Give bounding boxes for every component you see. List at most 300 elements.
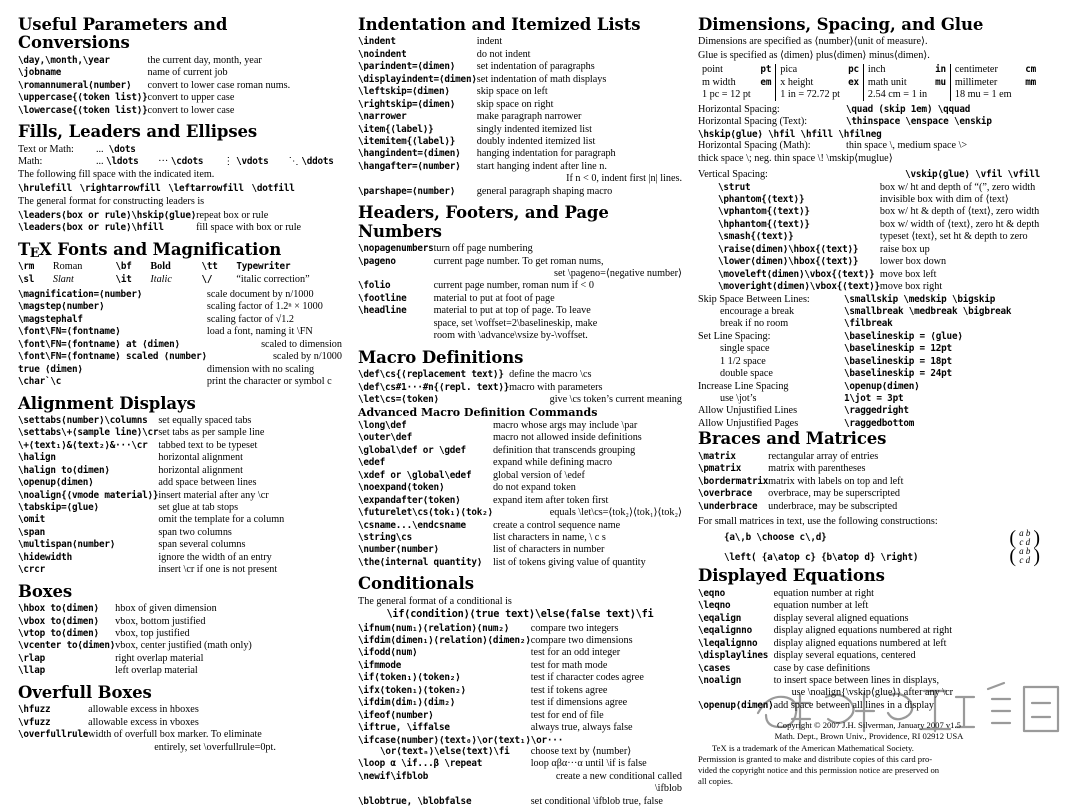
table-matrix-examples (698, 526, 1040, 567)
table-row (698, 700, 1040, 712)
table-row (18, 261, 342, 273)
unit-name: math unit (863, 77, 925, 89)
table-overfull-boxes (18, 704, 342, 754)
address-line: Math. Dept., Brown Univ., Providence, RI 02912 USA (774, 731, 964, 742)
command-desc: current page number. To get roman nums, (433, 255, 604, 267)
command-desc: span several columns (158, 539, 246, 551)
command-name: \romannumeral⟨number⟩ (18, 79, 132, 91)
table-row (698, 463, 1040, 475)
section-title-boxes: Boxes (18, 581, 73, 601)
skip-label: single space (720, 343, 770, 355)
command-name: \noindent (358, 48, 407, 60)
matrix-cell: b (1025, 546, 1031, 557)
command-name: true ⟨dimen⟩ (18, 363, 83, 375)
table-row (698, 650, 1040, 662)
command-desc: compare two dimensions (530, 635, 633, 647)
command-name: \edef (358, 457, 385, 469)
command-desc: box w/ ht and depth of “(”, zero width (879, 181, 1036, 193)
section-title-overfull-boxes: Overfull Boxes (18, 682, 152, 702)
command-name: \overbrace (698, 488, 752, 500)
table-row (358, 330, 682, 342)
skip-label: encourage a break (720, 305, 795, 317)
table-displayed-equations (698, 588, 1040, 712)
table-row (18, 717, 342, 729)
command-desc: insert material after any \cr (158, 489, 269, 501)
table-alignment (18, 415, 342, 577)
skip-label: Skip Space Between Lines: (698, 293, 810, 305)
command-desc: list characters in name, \ c s (492, 531, 606, 543)
table-row (18, 314, 342, 326)
table-font-styles (18, 261, 342, 286)
command-name: \eqalign (698, 612, 742, 624)
command-name: \outer\def (358, 432, 412, 444)
table-row (358, 635, 682, 647)
command-desc: display aligned equations numbered at left (773, 637, 947, 649)
table-row (698, 675, 1040, 687)
skip-label: Allow Unjustified Lines (698, 405, 798, 417)
command-name: \ifdim⟨dim₁⟩⟨dim₂⟩ (358, 697, 456, 709)
table-row (358, 685, 682, 697)
command-name: \narrower (358, 111, 407, 123)
vertical-spacing-label: Vertical Spacing: (698, 169, 768, 181)
table-row (698, 687, 1040, 699)
table-row (698, 529, 1040, 547)
command-name: \nopagenumbers (358, 243, 434, 255)
table-row (18, 490, 342, 502)
table-row (698, 77, 1040, 89)
table-skips (698, 294, 1040, 431)
table-row (18, 156, 342, 168)
command-desc: move box left (879, 268, 937, 280)
table-row (18, 514, 342, 526)
command-desc: choose text by ⟨number⟩ (530, 745, 632, 757)
table-row (698, 638, 1040, 650)
section-title-indentation: Indentation and Itemized Lists (358, 15, 641, 34)
table-row (698, 547, 1040, 565)
table-row (698, 64, 1040, 76)
command-name: \ifmmode (358, 659, 402, 671)
command-desc: test for math mode (530, 659, 608, 671)
command-name: \let\cs=⟨token⟩ (358, 393, 439, 405)
command-name: \global\def or \gdef (358, 444, 466, 456)
unit-name: centimeter (950, 64, 1016, 76)
table-row (698, 194, 1040, 206)
font-command: \it (115, 273, 132, 285)
permission-line: vided the copyright notice and this permission notice are preserved on (698, 764, 940, 775)
command-desc: set indentation of math displays (476, 73, 607, 85)
command-name: \underbrace (698, 500, 758, 512)
table-row (698, 169, 1040, 181)
conditionals-note: The general format of a conditional is (358, 595, 512, 607)
dimensions-note-1: Dimensions are specified as ⟨number⟩⟨unit of measure⟩. (698, 36, 928, 48)
command-name: \noalign (698, 674, 742, 686)
command-name: \settabs\+⟨sample line⟩\cr (18, 427, 159, 439)
command-desc: fill space with box or rule (196, 222, 302, 234)
copyright-footer (698, 720, 1040, 787)
command-name: \pmatrix (698, 463, 742, 475)
table-row (698, 129, 1040, 140)
command-name: \magstephalf (18, 313, 83, 325)
command-name: \item{⟨label⟩} (358, 123, 434, 135)
command-desc: set tabs as per sample line (158, 427, 265, 439)
table-row (18, 144, 342, 156)
unit-conversion: 2.54 cm = 1 in (863, 89, 950, 101)
table-row (18, 729, 342, 741)
table-row (358, 293, 682, 305)
command-name: \number⟨number⟩ (358, 544, 439, 556)
table-row (358, 482, 682, 494)
command-name: \eqno (698, 587, 725, 599)
dots-label: Text or Math: (18, 143, 74, 155)
skip-label: Increase Line Spacing (698, 380, 789, 392)
command-name: \iftrue, \iffalse (358, 722, 450, 734)
fill-command: \leftarrowfill (168, 182, 244, 194)
command-desc: equation number at right (773, 587, 874, 599)
command-desc: indent (476, 36, 503, 48)
table-row (698, 294, 1040, 306)
command-desc: box w/ width of ⟨text⟩, zero ht & depth (879, 218, 1040, 230)
table-row (358, 420, 682, 432)
command-desc: make paragraph narrower (476, 111, 582, 123)
command-desc: display several aligned equations (773, 612, 909, 624)
skip-label: Set Line Spacing: (698, 330, 771, 342)
command-desc: define the macro \cs (509, 369, 592, 381)
table-row (18, 210, 342, 222)
command-name: \ifodd⟨num⟩ (358, 647, 418, 659)
dots-command: \dots (108, 143, 136, 155)
command-desc: invisible box with dim of ⟨text⟩ (879, 194, 1009, 205)
table-row (18, 67, 342, 79)
command-name: \halign (18, 452, 56, 464)
dots-command: \vdots (236, 156, 269, 168)
command-desc: insert \cr if one is not present (158, 564, 278, 576)
command-name: \rightskip=⟨dimen⟩ (358, 98, 456, 110)
table-row (358, 771, 682, 796)
table-row (358, 369, 682, 381)
command-name: \ifeof⟨number⟩ (358, 709, 434, 721)
command-desc: equals \let\cs=⟨tok₂⟩⟨tok₁⟩⟨tok₂⟩ (549, 507, 682, 519)
font-sample: Italic (150, 273, 172, 285)
table-row (358, 148, 682, 160)
table-row (698, 153, 1040, 165)
command-name: \hbox to⟨dimen⟩ (18, 603, 99, 615)
command-name: \folio (358, 280, 391, 292)
table-row (18, 440, 342, 452)
table-row (698, 588, 1040, 600)
table-row (358, 161, 682, 173)
command-name: \indent (358, 36, 396, 48)
command-desc: scale document by n/1000 (206, 289, 314, 300)
matrix-cell: d (1025, 537, 1031, 548)
permission-line: Permission is granted to make and distribute copies of this card pro- (698, 753, 933, 764)
command-desc: scaled to dimension (261, 338, 342, 350)
command-name: \def\cs#1···#n{⟨repl. text⟩} (358, 381, 510, 393)
table-row (698, 343, 1040, 355)
command-name: \csname...\endcsname (358, 519, 466, 531)
section-title-fills-leaders: Fills, Leaders and Ellipses (18, 122, 258, 142)
table-row (18, 640, 342, 652)
command-name: \magstep⟨number⟩ (18, 301, 105, 313)
font-command: \/ (201, 273, 213, 285)
matrix-entries (1016, 529, 1033, 547)
table-row (358, 74, 682, 86)
table-row (698, 356, 1040, 368)
dots-command: \ddots (301, 156, 334, 168)
spacing-value: \quad (skip 1em) \qquad (846, 104, 971, 116)
table-row (358, 318, 682, 330)
fill-command: \hrulefill (18, 182, 72, 194)
command-name: \hphantom{⟨text⟩} (718, 218, 810, 230)
font-sample: Roman (52, 261, 83, 273)
unit-abbrev: ex (848, 76, 859, 88)
command-desc: set glue at tab stops (158, 502, 239, 514)
unit-name: x height (776, 77, 836, 89)
command-name: \ifdim⟨dimen₁⟩⟨relation⟩⟨dimen₂⟩ (358, 635, 531, 647)
table-row (698, 219, 1040, 231)
table-row (18, 665, 342, 677)
command-desc: create a new conditional called \ifblob (555, 770, 682, 795)
command-desc: add space between lines (158, 477, 257, 489)
table-row (358, 746, 682, 758)
trademark-line: TeX is a trademark of the American Mathematical Society. (712, 742, 914, 753)
table-row (698, 368, 1040, 380)
command-name: \blobtrue, \blobfalse (358, 795, 472, 807)
command-desc: set indentation of paragraphs (476, 61, 595, 73)
command-desc: macro with parameters (509, 381, 603, 393)
unit-name: pica (776, 64, 836, 76)
command-desc: test if tokens agree (530, 684, 608, 696)
command-desc: left overlap material (115, 665, 198, 677)
command-name: \openup⟨dimen⟩ (18, 477, 94, 489)
command-desc-continued: set \pageno=⟨negative number⟩ (554, 267, 682, 279)
section-title-braces-matrices: Braces and Matrices (698, 429, 887, 449)
table-row (698, 256, 1040, 268)
command-desc: material to put at top of page. To leave (433, 305, 591, 317)
section-title-dimensions-spacing: Dimensions, Spacing, and Glue (698, 15, 984, 34)
table-ellipses (18, 144, 342, 169)
table-row (698, 625, 1040, 637)
command-desc: matrix with parentheses (768, 463, 866, 475)
command-name: \futurelet\cs⟨tok₁⟩⟨tok₂⟩ (358, 507, 493, 519)
table-row (698, 451, 1040, 463)
table-row (698, 116, 1040, 128)
table-row (698, 476, 1040, 488)
command-name: \span (18, 526, 45, 538)
section-title-headers-footers: Headers, Footers, and Page Numbers (358, 203, 609, 241)
fills-note: The following fill space with the indicated item. (18, 169, 215, 181)
command-name: \footline (358, 292, 407, 304)
command-name: \char`\c (18, 376, 62, 388)
table-row (358, 268, 682, 280)
table-row (358, 394, 682, 406)
command-name: \lowercase{⟨token list⟩} (18, 104, 148, 116)
skip-label: double space (720, 368, 773, 380)
font-command: \tt (201, 261, 218, 273)
unit-conversion: 18 mu = 1 em (950, 89, 1040, 101)
command-desc: test for an odd integer (530, 647, 621, 659)
command-name: \displaylines (698, 650, 769, 662)
command-desc: underbrace, may be subscripted (768, 500, 898, 512)
table-row (18, 539, 342, 551)
fill-command: \rightarrowfill (79, 182, 161, 194)
table-boxes (18, 603, 342, 678)
command-desc-continued: room with \advance\vsize by-\voffset. (433, 330, 588, 342)
command-name: \pageno (358, 255, 396, 267)
table-row (18, 351, 342, 363)
table-row (698, 501, 1040, 513)
spacing-label: Horizontal Spacing (Text): (698, 116, 808, 128)
command-name: \cases (698, 662, 731, 674)
matrix-cell: a (1019, 546, 1024, 557)
command-name: \loop α \if...β \repeat (358, 758, 483, 770)
dimensions-note-2: Glue is specified as ⟨dimen⟩ plus⟨dimen⟩ minus⟨dimen⟩. (698, 49, 930, 61)
command-desc: test for end of file (530, 709, 604, 721)
unit-abbrev: in (935, 64, 946, 76)
table-row (698, 104, 1040, 116)
table-row (358, 173, 682, 185)
table-headers-footers (358, 243, 682, 343)
table-row (358, 660, 682, 672)
command-desc: start hanging indent after line n. (476, 160, 607, 172)
conditionals-formula: \if⟨condition⟩⟨true text⟩\else⟨false text⟩\fi (386, 609, 654, 621)
command-desc: add space between all lines in a display (773, 699, 934, 711)
skip-value: \raggedbottom (844, 417, 915, 429)
font-sample: “italic correction” (236, 273, 310, 285)
table-row (358, 735, 682, 746)
table-row (18, 339, 342, 351)
command-desc: print the character or symbol c (206, 376, 332, 388)
command-name: \bordermatrix (698, 475, 769, 487)
table-row (18, 653, 342, 665)
command-desc: doubly indented itemized list (476, 135, 596, 147)
command-desc: macro whose args may include \par (492, 420, 638, 432)
matrices-note: For small matrices in text, use the following constructions: (698, 515, 938, 527)
command-desc: vbox, top justified (115, 628, 190, 639)
command-desc: convert to lower case (147, 104, 235, 116)
table-row (698, 381, 1040, 393)
command-desc: rectangular array of entries (768, 450, 879, 462)
table-row (358, 697, 682, 709)
dots-symbol: ⋱ (288, 156, 299, 168)
font-sample: Slant (52, 273, 74, 285)
table-row (698, 206, 1040, 218)
spacing-value: \thinspace \enspace \enskip (846, 116, 992, 128)
table-row (358, 111, 682, 123)
command-name: \hangafter=⟨number⟩ (358, 160, 461, 172)
command-name: \omit (18, 514, 45, 526)
command-desc: span two columns (158, 526, 232, 538)
table-row (358, 758, 682, 770)
table-row (18, 704, 342, 716)
command-desc-continued: use \noalign{\vskip⟨glue⟩} after any \cr (791, 687, 954, 699)
command-desc: set conditional \ifblob true, false (530, 795, 663, 807)
table-row (18, 616, 342, 628)
command-desc: general paragraph shaping macro (476, 185, 613, 197)
table-macro-definitions (358, 369, 682, 406)
command-desc: typeset ⟨text⟩, set ht & depth to zero (879, 231, 1028, 243)
matrix-entries (1016, 547, 1033, 565)
command-name: \itemitem{⟨label⟩} (358, 135, 456, 147)
skip-value: \raggedright (844, 405, 909, 417)
matrix-cell: b (1025, 528, 1031, 539)
section-title-conditionals: Conditionals (358, 574, 474, 594)
table-row (18, 364, 342, 376)
command-desc: load a font, naming it \FN (206, 326, 313, 338)
command-name: \the⟨internal quantity⟩ (358, 556, 483, 568)
unit-abbrev: cm (1025, 64, 1036, 76)
command-desc: name of current job (147, 67, 228, 79)
command-name: \strut (718, 181, 751, 193)
command-name: \matrix (698, 450, 736, 462)
permission-line: all copies. (698, 776, 733, 787)
command-desc: scaling factor of 1.2ⁿ × 1000 (206, 301, 323, 313)
table-row (18, 301, 342, 313)
table-row (358, 49, 682, 61)
table-row (358, 86, 682, 98)
unit-name: m width (702, 76, 736, 88)
command-desc-continued: entirely, set \overfullrule=0pt. (154, 741, 276, 753)
skip-label: Allow Unjustified Pages (698, 417, 799, 429)
command-desc: display aligned equations numbered at right (773, 625, 953, 637)
table-row (18, 452, 342, 464)
command-desc: hanging indentation for paragraph (476, 148, 616, 160)
table-row (358, 710, 682, 722)
dots-label: Math: (18, 156, 43, 168)
table-row (358, 432, 682, 444)
command-name: \leqno (698, 600, 731, 612)
command-desc: matrix with labels on top and left (768, 475, 904, 487)
table-row (358, 544, 682, 556)
vertical-spacing-value: \vskip⟨glue⟩ \vfil \vfill (905, 169, 1040, 181)
matrix-cell: d (1025, 555, 1031, 566)
command-desc: move box right (879, 281, 943, 293)
command-desc: scaled by n/1000 (272, 351, 342, 363)
command-name: \parshape=⟨number⟩ (358, 185, 456, 197)
table-row (698, 405, 1040, 417)
dots-symbol: ... (95, 156, 104, 168)
command-desc: give \cs token’s current meaning (549, 393, 682, 405)
command-desc: set equally spaced tabs (158, 414, 252, 426)
command-desc: horizontal alignment (158, 464, 243, 476)
command-desc: box w/ ht & depth of ⟨text⟩, zero width (879, 206, 1040, 218)
command-name: \ifx⟨token₁⟩⟨token₂⟩ (358, 684, 466, 696)
unit-name: millimeter (950, 77, 1016, 89)
command-name: \rlap (18, 652, 45, 664)
skip-label: use \jot’s (720, 393, 757, 404)
command-desc: compare two integers (530, 622, 619, 634)
command-name: \vbox to⟨dimen⟩ (18, 615, 99, 627)
dots-symbol: ··· (158, 156, 169, 168)
table-row (358, 136, 682, 148)
table-conditionals (358, 623, 682, 808)
command-name: \string\cs (358, 531, 412, 543)
matrix-example-code: {a\,b \choose c\,d} (724, 532, 827, 544)
skip-label: break if no room (720, 318, 789, 330)
command-desc: do not indent (476, 48, 531, 60)
command-desc: singly indented itemized list (476, 123, 592, 135)
command-name: \vfuzz (18, 716, 51, 728)
command-desc: allowable excess in vboxes (88, 716, 199, 728)
table-leaders (18, 210, 342, 235)
unit-conversion: 1 pc = 12 pt (702, 88, 751, 100)
skip-value: \smallskip \medskip \bigskip (844, 293, 996, 305)
table-row (358, 647, 682, 659)
table-row (18, 376, 342, 388)
command-name: \uppercase{⟨token list⟩} (18, 92, 148, 104)
table-row (358, 124, 682, 136)
table-row (358, 382, 682, 394)
matrix-cell: c (1019, 537, 1024, 548)
